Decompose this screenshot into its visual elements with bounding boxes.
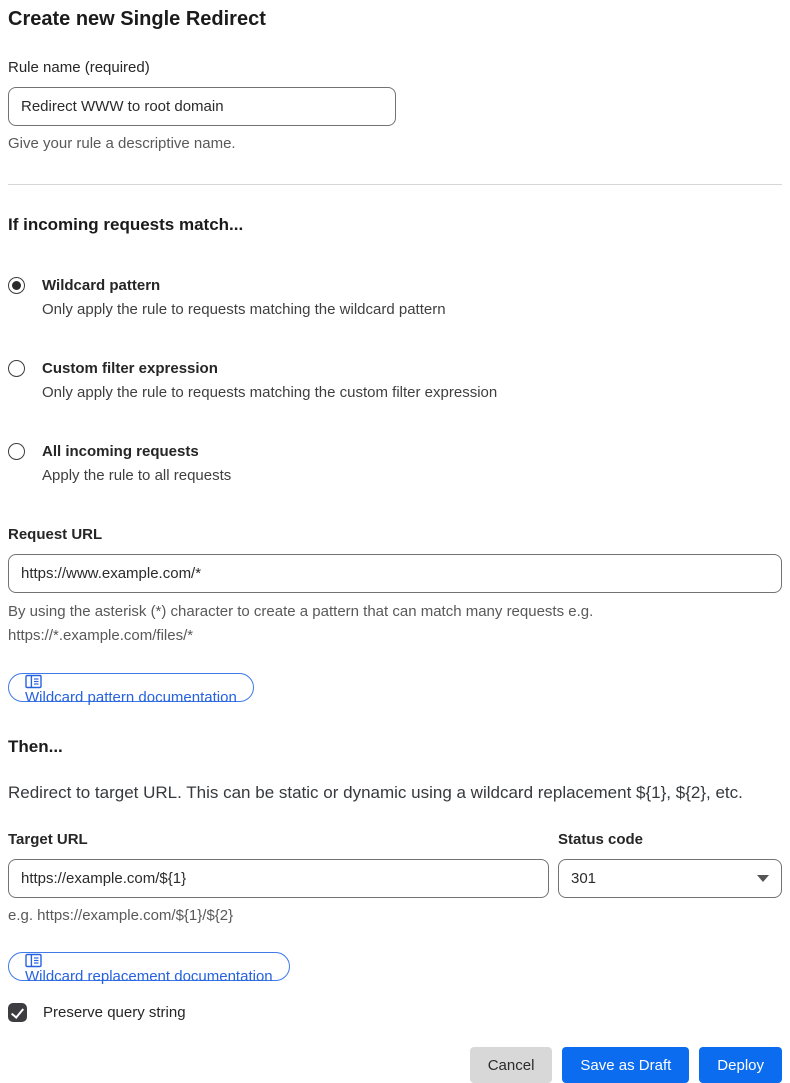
- wildcard-pattern-radio[interactable]: [8, 277, 25, 294]
- section-divider: [8, 184, 782, 185]
- radio-label[interactable]: Custom filter expression: [42, 360, 218, 377]
- request-url-label: Request URL: [8, 526, 103, 543]
- request-url-help-line2: https://*.example.com/files/*: [8, 627, 194, 644]
- all-requests-radio[interactable]: [8, 443, 25, 460]
- book-icon: [25, 953, 273, 968]
- radio-label[interactable]: Wildcard pattern: [42, 277, 161, 294]
- cancel-button[interactable]: Cancel: [470, 1047, 553, 1083]
- chevron-down-icon: [757, 875, 769, 882]
- action-buttons: [8, 1047, 782, 1083]
- request-url-help: [8, 600, 782, 648]
- radio-description: Apply the rule to all requests: [42, 467, 232, 484]
- wildcard-pattern-doc-button[interactable]: [8, 673, 254, 706]
- then-description: Redirect to target URL. This can be static or dynamic using a wildcard replacement ${1}, ${2}, etc.: [8, 783, 743, 802]
- then-section-heading: Then...: [8, 737, 63, 756]
- rule-name-label: Rule name (required): [8, 59, 150, 76]
- status-code-label: Status code: [558, 831, 644, 848]
- doc-button-label: Wildcard pattern documentation: [25, 689, 237, 706]
- doc-button-label: Wildcard replacement documentation: [25, 968, 273, 985]
- target-url-label: Target URL: [8, 831, 88, 848]
- rule-name-help: Give your rule a descriptive name.: [8, 135, 236, 152]
- radio-option-all-requests[interactable]: [8, 441, 782, 486]
- page-title: Create new Single Redirect: [8, 8, 266, 30]
- radio-option-wildcard-pattern[interactable]: [8, 275, 782, 320]
- request-url-input[interactable]: [8, 554, 782, 593]
- rule-name-input[interactable]: [8, 87, 396, 126]
- save-as-draft-button[interactable]: Save as Draft: [562, 1047, 689, 1083]
- radio-description: Only apply the rule to requests matching the custom filter expression: [42, 384, 498, 401]
- custom-filter-radio[interactable]: [8, 360, 25, 377]
- preserve-query-checkbox[interactable]: [8, 1003, 27, 1022]
- radio-description: Only apply the rule to requests matching the wildcard pattern: [42, 301, 446, 318]
- request-url-help-line1: By using the asterisk (*) character to create a pattern that can match many requests e.g.: [8, 603, 594, 620]
- status-code-value: 301: [571, 870, 597, 887]
- preserve-query-label[interactable]: Preserve query string: [43, 1004, 186, 1021]
- wildcard-replacement-doc-button[interactable]: [8, 952, 290, 985]
- target-url-help: e.g. https://example.com/${1}/${2}: [8, 907, 234, 924]
- deploy-button[interactable]: Deploy: [699, 1047, 782, 1083]
- radio-label[interactable]: All incoming requests: [42, 443, 199, 460]
- target-url-input[interactable]: [8, 859, 549, 898]
- radio-option-custom-filter[interactable]: [8, 358, 782, 403]
- book-icon: [25, 674, 237, 689]
- match-options-group: [8, 275, 782, 486]
- match-section-heading: If incoming requests match...: [8, 215, 244, 234]
- status-code-select[interactable]: [558, 859, 782, 898]
